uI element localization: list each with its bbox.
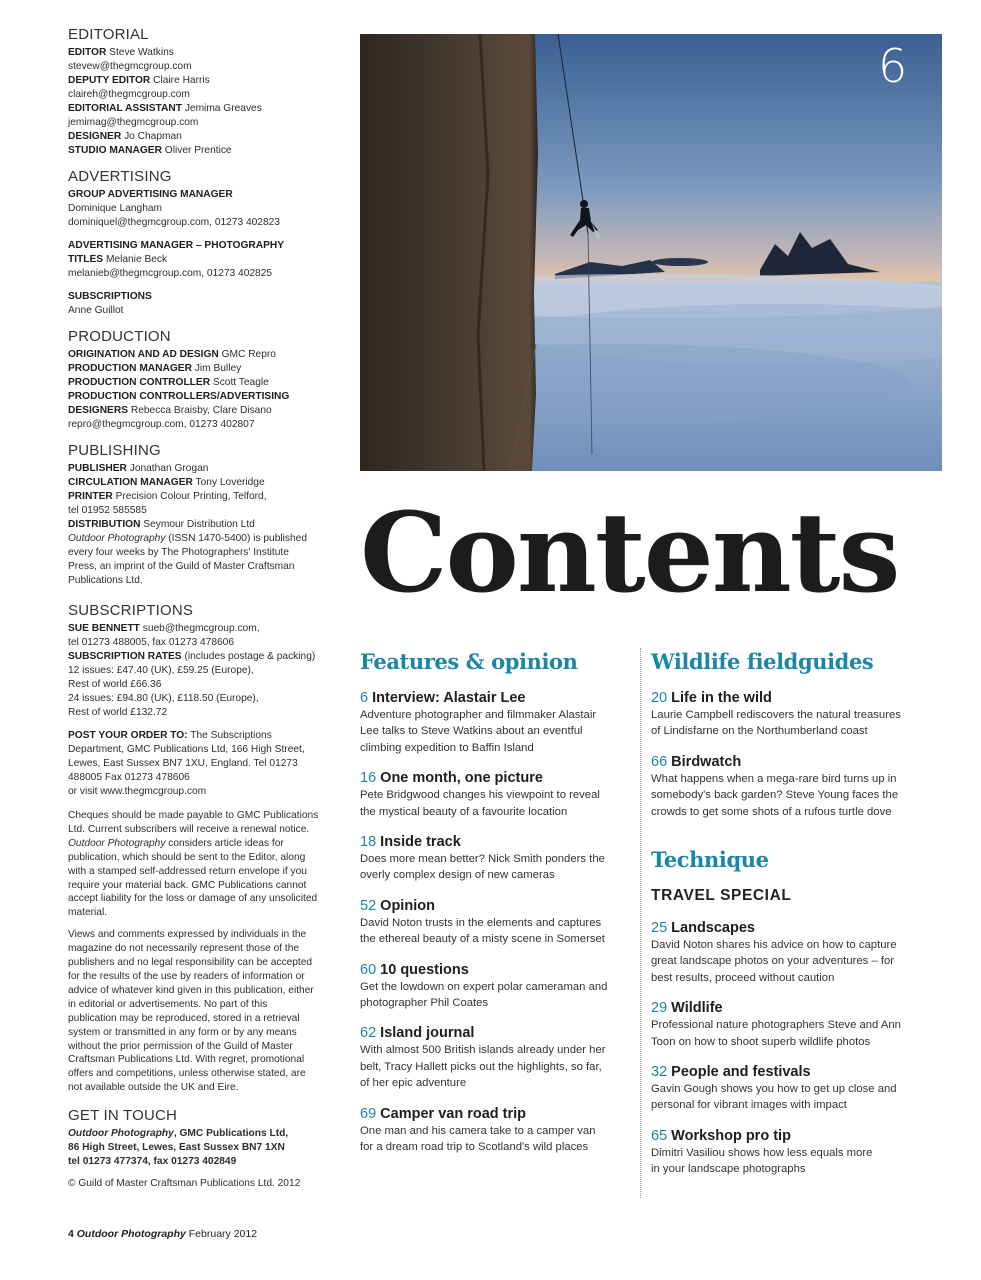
toc-description-line: of her epic adventure [360,1077,467,1090]
toc-article-title: Birdwatch [671,753,742,770]
toc-description-line: With almost 500 British islands already under her [360,1044,606,1057]
publishing-heading: PUBLISHING [68,442,161,459]
toc-entry-description [360,915,628,948]
editorial-assistant-name: Jemima Greaves [184,103,262,114]
toc-page-number: 25 [651,920,668,937]
toc-description-line: Laurie Campbell rediscovers the natural treasures [651,709,901,721]
toc-entry-title [651,999,931,1017]
legal-1-line: require your material back. GMC Publications cannot [68,879,307,891]
group-ad-manager-label: GROUP ADVERTISING MANAGER [68,189,233,200]
editorial-assistant-email[interactable]: jemimag@thegmcgroup.com [68,117,199,128]
subs-rate-24-row: Rest of world £132.72 [68,707,168,718]
copyright-notice: © Guild of Master Craftsman Publications Ltd. 2012 [68,1178,301,1190]
legal-1-line: Cheques should be made payable to GMC Publications [68,810,319,821]
designers-name: Rebecca Braisby, Clare Disano [130,405,272,416]
designers-label: DESIGNERS [68,405,129,416]
toc-description-line: the mystical beauty of a favourite location [360,805,568,818]
toc-entry-description [651,1145,931,1178]
toc-description-line: overly complex design of new cameras [360,869,555,882]
editorial-section [68,26,336,158]
subs-contact-label: SUE BENNETT [68,623,140,634]
legal-paragraph-1 [68,809,336,920]
origination-name: GMC Repro [221,349,276,360]
ad-manager-name: Melanie Beck [105,254,168,265]
toc-description-line: crowds to get some shots of a rufous turtle dove [651,805,892,818]
toc-entry-title [360,689,628,707]
origination-label: ORIGINATION AND AD DESIGN [68,349,219,360]
toc-article-title: One month, one picture [380,770,543,787]
subs-contact-email[interactable]: sueb@thegmcgroup.com, [142,623,260,634]
toc-page-number: 60 [360,961,377,978]
page-title: Contents [360,488,899,617]
post-order-line-4: 488005 Fax 01273 478606 [68,772,190,783]
toc-description-line: belt, Tracy Hallett picks out the highlights, so far, [360,1060,602,1073]
ad-manager-contact[interactable]: melanieb@thegmcgroup.com, 01273 402825 [68,268,273,279]
legal-1-line: considers article ideas for [165,837,284,849]
features-column [360,648,628,1156]
toc-description-line: photographer Phil Coates [360,997,489,1010]
post-order-line-2: Department, GMC Publications Ltd, 166 High Street, [68,744,305,755]
toc-description-line: personal for vibrant images with impact [651,1099,847,1112]
production-controllers-label: PRODUCTION CONTROLLERS/ADVERTISING [68,391,290,402]
editor-email[interactable]: stevew@thegmcgroup.com [68,61,192,72]
legal-2-line: without the prior permission of the Guild of Master [68,1040,293,1052]
toc-entry[interactable] [360,689,628,756]
toc-article-title: Life in the wild [671,690,772,706]
legal-paragraph-2 [68,928,336,1095]
legal-2-line: Craftsman Publications Ltd. With regret, promotional [68,1054,305,1066]
right-toc-column [651,648,931,1178]
toc-description-line: Toon on how to shoot superb wildlife photos [651,1035,871,1048]
toc-description-line: great landscape photos on your adventures – for [651,955,895,968]
issn-line-1: (ISSN 1470-5400) is published [165,533,307,544]
subs-rate-24-issues: 24 issues: £94.80 (UK), £118.50 (Europe), [68,693,259,704]
legal-2-line: advice of whatever kind given in this publication, either [68,984,314,996]
toc-entry-title [651,919,931,937]
toc-description-line: What happens when a mega-rare bird turns up in [651,772,897,785]
toc-entry[interactable] [651,999,931,1050]
footer-magazine-name: Outdoor Photography [76,1228,186,1240]
toc-entry-title [360,1024,628,1042]
technique-list [651,919,931,1178]
wildlife-list [651,689,931,820]
toc-page-number: 16 [360,770,377,787]
toc-description-line: somebody's back garden? Steve Young faces the [651,789,899,802]
editor-name: Steve Watkins [109,47,174,58]
toc-entry[interactable] [360,961,628,1012]
toc-article-title: 10 questions [380,961,469,978]
publisher-name: Jonathan Grogan [129,463,209,474]
post-order-label: POST YOUR ORDER TO: [68,730,188,741]
toc-description-line: One man and his camera take to a camper van [360,1124,596,1137]
toc-description-line: climbing expedition to Baffin Island [360,741,534,754]
column-divider [640,648,641,1198]
editor-label: EDITOR [68,47,107,58]
post-order-line-3: Lewes, East Sussex BN7 1XU, England. Tel 01273 [68,758,298,769]
toc-description-line: Professional nature photographers Steve and Ann [651,1019,901,1032]
circulation-label: CIRCULATION MANAGER [68,477,193,488]
ad-manager-label-cont: TITLES [68,254,104,265]
travel-special-subheading: TRAVEL SPECIAL [651,887,792,905]
toc-page-number: 65 [651,1127,668,1144]
wildlife-heading: Wildlife fieldguides [651,649,874,674]
advertising-section [68,168,336,318]
post-order-website[interactable]: or visit www.thegmcgroup.com [68,786,207,797]
toc-description-line: Gavin Gough shows you how to get up close and [651,1083,897,1096]
advertising-heading: ADVERTISING [68,168,172,185]
toc-article-title: Camper van road trip [380,1105,527,1122]
toc-entry-description [360,1123,628,1156]
toc-entry-title [360,769,628,787]
legal-2-line: publishers and no legal responsibility can be accepted [68,957,313,969]
toc-page-number: 18 [360,834,377,851]
technique-heading: Technique [651,847,769,873]
subscriptions-section [68,602,336,799]
production-contact[interactable]: repro@thegmcgroup.com, 01273 402807 [68,419,255,430]
toc-entry-description [360,851,628,884]
legal-2-line: system or transmitted in any form or by any means [68,1026,297,1038]
toc-entry[interactable] [360,1024,628,1091]
toc-page-number: 6 [360,690,369,706]
toc-description-line: best results, proceed without caution [651,971,835,984]
toc-page-number: 52 [360,897,377,914]
printer-label: PRINTER [68,491,113,502]
toc-entry-description [360,707,628,756]
toc-description-line: the ethereal beauty of a misty scene in Somerset [360,933,605,946]
toc-entry[interactable] [651,1063,931,1114]
distribution-label: DISTRIBUTION [68,519,141,530]
legal-1-line: Ltd. Current subscribers will receive a renewal notice. [68,823,310,835]
toc-entry-title [360,961,628,979]
toc-page-number: 69 [360,1105,377,1122]
toc-entry-description [651,937,931,986]
legal-magazine-title: Outdoor Photography [68,837,166,849]
toc-article-title: Inside track [380,834,461,851]
ad-subscriptions-name: Anne Guillot [68,305,124,316]
contact-magazine-title: Outdoor Photography [68,1128,174,1140]
toc-entry-description [651,1017,931,1050]
toc-entry[interactable] [651,1127,931,1178]
toc-entry[interactable] [360,769,628,820]
issue-page-number: 6 [878,39,908,93]
legal-2-line: for the results of the use by readers of information or [68,970,305,982]
toc-description-line: of Lindisfarne on the Northumberland coast [651,725,868,738]
ad-subscriptions-label: SUBSCRIPTIONS [68,291,152,302]
deputy-editor-email[interactable]: claireh@thegmcgroup.com [68,89,190,100]
toc-page-number: 29 [651,1000,668,1017]
printer-name: Precision Colour Printing, Telford, [115,491,267,502]
toc-description-line: David Noton trusts in the elements and captures [360,916,602,929]
studio-manager-name: Oliver Prentice [164,145,232,156]
editorial-heading: EDITORIAL [68,26,149,43]
post-order-line-1: The Subscriptions [190,730,272,741]
hero-photo-climber-abseiling [360,34,942,471]
toc-entry-title [651,689,931,707]
issn-line-2: every four weeks by The Photographers' Institute [68,547,289,558]
printer-tel: tel 01952 585585 [68,505,147,516]
toc-article-title: People and festivals [671,1064,811,1081]
deputy-editor-label: DEPUTY EDITOR [68,75,151,86]
production-section [68,328,336,432]
legal-2-line: publication may be reproduced, stored in a retrieval [68,1012,300,1024]
toc-entry-description [360,1042,628,1091]
toc-entry[interactable] [360,833,628,884]
legal-2-line: offers and competitions, unless otherwise stated, are [68,1068,306,1080]
studio-manager-label: STUDIO MANAGER [68,145,162,156]
issn-line-3: Press, an imprint of the Guild of Master Craftsman [68,561,295,572]
legal-1-line: material. [68,907,108,919]
footer-issue-date: February 2012 [188,1228,258,1240]
subs-rate-12-issues: 12 issues: £47.40 (UK), £59.25 (Europe), [68,665,254,676]
page-footer [68,1227,257,1241]
designer-name: Jo Chapman [124,131,182,142]
production-controller-name: Scott Teagle [212,377,269,388]
contact-line-2: 86 High Street, Lewes, East Sussex BN7 1XN [68,1142,285,1154]
designer-label: DESIGNER [68,131,122,142]
toc-description-line: David Noton shares his advice on how to capture [651,939,897,952]
toc-entry-description [360,787,628,820]
toc-entry[interactable] [360,897,628,948]
toc-page-number: 20 [651,690,668,706]
toc-article-title: Workshop pro tip [671,1127,791,1144]
toc-entry-description [360,979,628,1012]
legal-2-line: in editorial or advertisements. No part of this [68,998,268,1010]
toc-entry-title [360,897,628,915]
toc-entry[interactable] [651,919,931,986]
toc-description-line: for a dream road trip to Scotland's wild places [360,1141,589,1154]
editorial-assistant-label: EDITORIAL ASSISTANT [68,103,182,114]
toc-entry-description [651,771,931,820]
publishing-section [68,442,336,588]
legal-2-line: not available outside the UK and Eire. [68,1082,239,1094]
subs-rate-12-row: Rest of world £66.36 [68,679,162,690]
toc-entry-title [651,753,931,771]
ad-manager-label: ADVERTISING MANAGER – PHOTOGRAPHY [68,240,285,251]
toc-entry-title [360,1105,628,1123]
footer-page-number: 4 [68,1228,74,1240]
issn-magazine-title: Outdoor Photography [68,533,166,544]
group-ad-manager-name: Dominique Langham [68,203,163,214]
toc-page-number: 32 [651,1064,668,1081]
toc-page-number: 62 [360,1025,377,1042]
legal-1-line: accept liability for the loss or damage of any unsolicited [68,893,318,905]
toc-description-line: Get the lowdown on expert polar cameraman and [360,980,608,993]
distribution-name: Seymour Distribution Ltd [143,519,255,530]
toc-article-title: Wildlife [671,1000,723,1017]
toc-entry[interactable] [651,753,931,820]
features-heading: Features & opinion [360,649,578,674]
subs-rates-label: SUBSCRIPTION RATES [68,651,182,662]
toc-article-title: Island journal [380,1025,475,1042]
hero-photo-illustration [360,34,942,471]
production-heading: PRODUCTION [68,328,171,345]
contact-section [68,1107,336,1191]
toc-entry[interactable] [360,1105,628,1156]
contact-heading: GET IN TOUCH [68,1107,178,1125]
subs-contact-tel: tel 01273 488005, fax 01273 478606 [68,637,234,648]
toc-entry-title [651,1063,931,1081]
toc-article-title: Opinion [380,897,435,914]
toc-entry[interactable] [651,689,931,740]
toc-description-line: Lee talks to Steve Watkins about an eventful [360,725,583,738]
issn-line-4: Publications Ltd. [68,575,143,586]
contact-line-3: tel 01273 477374, fax 01273 402849 [68,1156,237,1168]
production-manager-name: Jim Bulley [194,363,242,374]
toc-entry-description [651,707,931,740]
circulation-name: Tony Loveridge [195,477,265,488]
toc-page-number: 66 [651,753,668,770]
toc-description-line: Dimitri Vasiliou shows how less equals more [651,1146,873,1159]
production-manager-label: PRODUCTION MANAGER [68,363,192,374]
subscriptions-heading: SUBSCRIPTIONS [68,602,194,619]
legal-2-line: magazine do not necessarily represent those of the [68,943,300,955]
toc-article-title: Landscapes [671,920,755,937]
toc-description-line: Adventure photographer and filmmaker Alastair [360,709,597,721]
production-controller-label: PRODUCTION CONTROLLER [68,377,211,388]
deputy-editor-name: Claire Harris [153,75,210,86]
legal-1-line: publication, which should be sent to the Editor, along [68,851,306,863]
masthead-column [68,26,336,1201]
toc-description-line: in your landscape photographs [651,1163,806,1176]
toc-article-title: Interview: Alastair Lee [372,690,526,706]
toc-entry-title [360,833,628,851]
toc-entry-title [651,1127,931,1145]
toc-description-line: Pete Bridgwood changes his viewpoint to reveal [360,789,600,802]
contact-line-1: , GMC Publications Ltd, [173,1128,289,1140]
features-list [360,689,628,1156]
group-ad-manager-contact[interactable]: dominiquel@thegmcgroup.com, 01273 402823 [68,217,280,228]
publisher-label: PUBLISHER [68,463,127,474]
toc-description-line: Does more mean better? Nick Smith ponders the [360,853,605,866]
toc-entry-description [651,1081,931,1114]
legal-1-line: with a stamped self-addressed return envelope if you [68,865,307,877]
legal-2-line: Views and comments expressed by individuals in the [68,929,307,941]
subs-rates-note: (includes postage & packing) [184,651,316,662]
